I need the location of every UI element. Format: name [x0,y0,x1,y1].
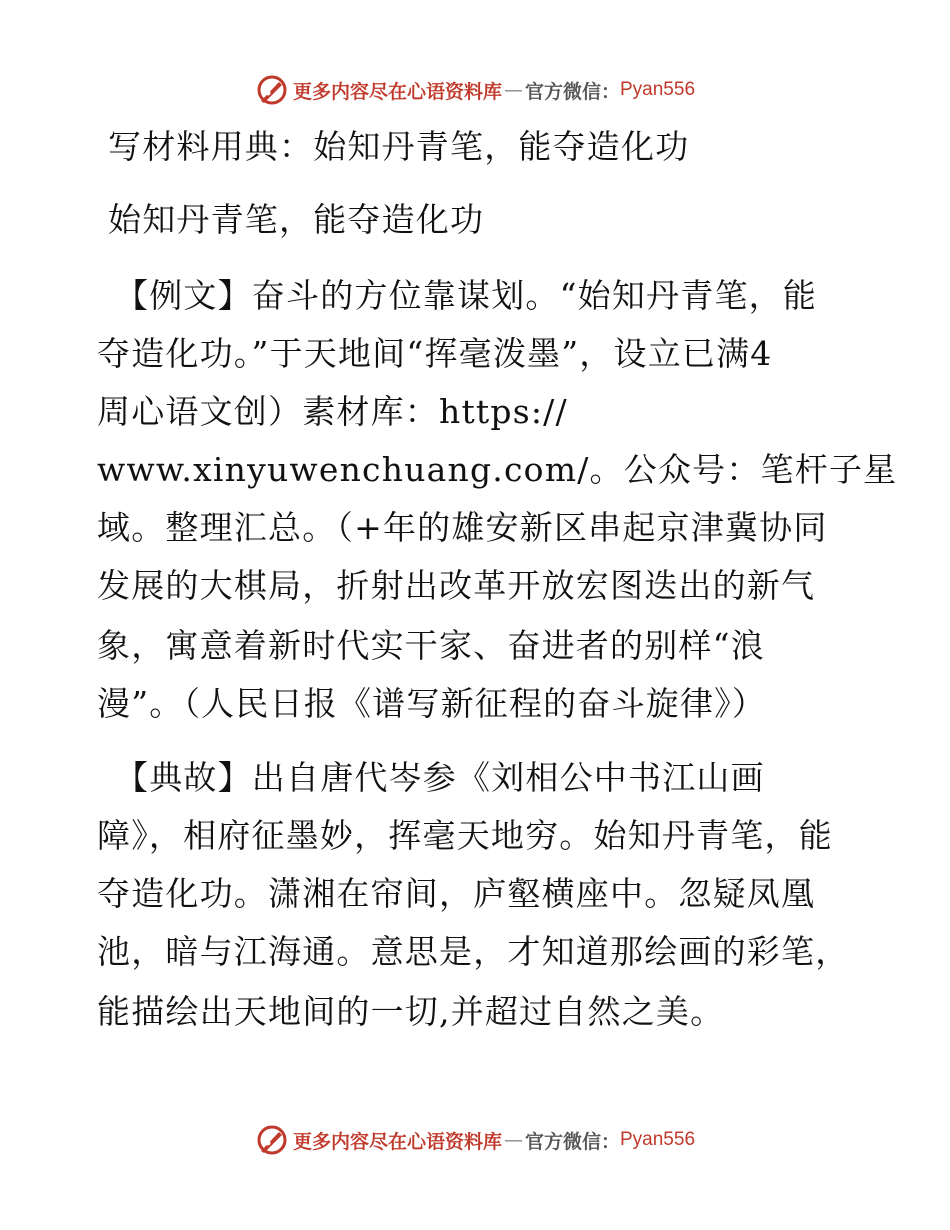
banner-official-label: 官方微信： [524,80,620,103]
paragraph-line: 能描绘出天地间的一切,并超过自然之美。 [97,992,725,1031]
paragraph-line: 漫”。（人民日报《谱写新征程的奋斗旋律》） [97,684,767,723]
pen-logo-icon [255,73,289,107]
banner-text: 更多内容尽在心语资料库 [292,80,502,103]
paragraph-line: www.xinyuwenchuang.com/。公众号：笔杆子星 [97,450,898,489]
banner-official-label: 官方微信： [524,1130,620,1153]
banner-text: 更多内容尽在心语资料库 [292,1130,502,1153]
document-title: 写材料用典：始知丹青笔，能夺造化功 [108,127,690,166]
paragraph-line: 池，暗与江海通。意思是，才知道那绘画的彩笔， [97,932,850,971]
banner-wechat-id: Pyan556 [620,1129,696,1150]
paragraph-line: 【典故】出自唐代岑参《刘相公中书江山画 [115,758,765,797]
paragraph-line: 夺造化功。”于天地间“挥毫泼墨”，设立已满4 [97,334,773,373]
banner-separator: — [503,79,523,101]
paragraph-line: 发展的大棋局，折射出改革开放宏图迭出的新气 [97,566,816,605]
paragraph-line: 域。整理汇总。（+年的雄安新区串起京津冀协同 [97,508,828,547]
footer-banner [0,1120,950,1160]
pen-logo-icon [255,1123,289,1157]
paragraph-line: 【例文】奋斗的方位靠谋划。“始知丹青笔，能 [115,276,818,315]
paragraph-line: 障》，相府征墨妙，挥毫天地穷。始知丹青笔，能 [97,816,833,855]
paragraph-line: 夺造化功。潇湘在帘间，庐壑横座中。忽疑凤凰 [97,874,816,913]
paragraph-line: 象，寓意着新时代实干家、奋进者的别样“浪 [97,626,765,665]
header-banner [0,70,950,110]
banner-wechat-id: Pyan556 [620,79,696,100]
document-subtitle: 始知丹青笔，能夺造化功 [108,200,485,239]
paragraph-line: 周心语文创）素材库：https:// [97,392,568,431]
banner-separator: — [503,1129,523,1151]
